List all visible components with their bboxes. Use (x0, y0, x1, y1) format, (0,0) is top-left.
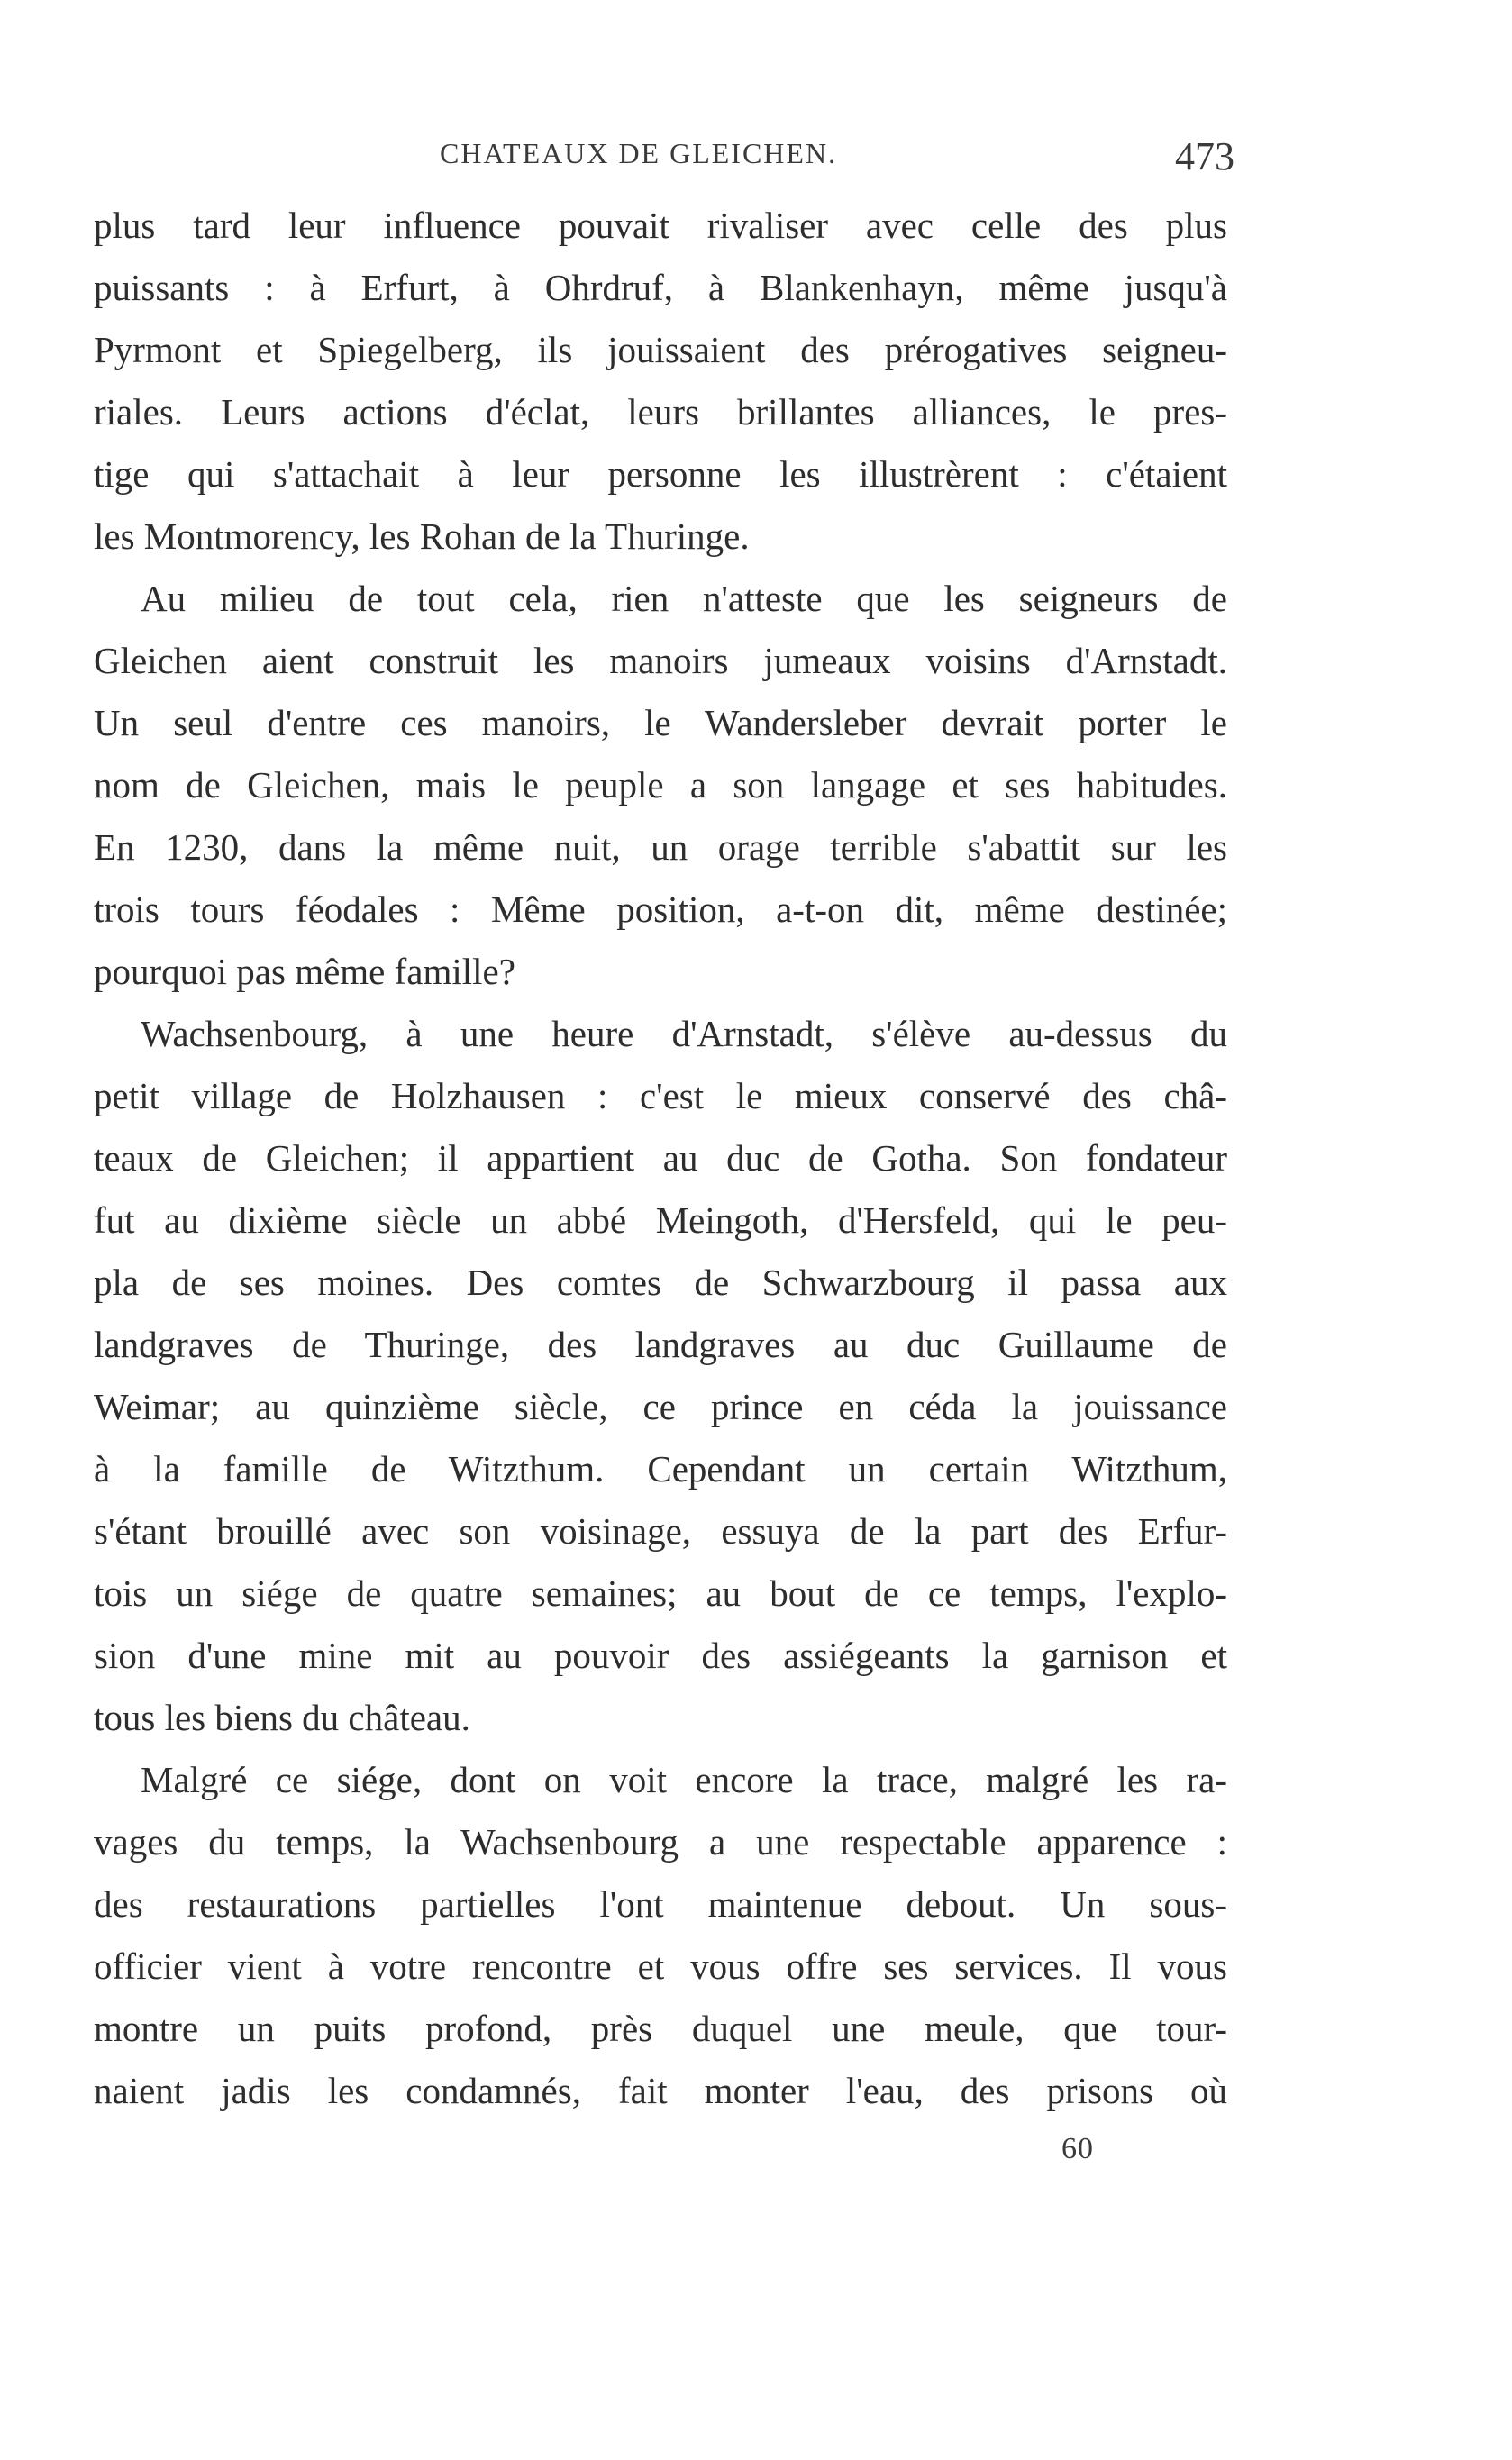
text-line: Un seul d'entre ces manoirs, le Wandersleber devrait porter le (94, 702, 1227, 743)
text-line: trois tours féodales : Même position, a-t-on dit, même destinée; (94, 888, 1227, 930)
text-line: Pyrmont et Spiegelberg, ils jouissaient des prérogatives seigneu- (94, 329, 1227, 370)
text-line: Au milieu de tout cela, rien n'atteste que les seigneurs de (141, 578, 1227, 619)
text-line: teaux de Gleichen; il appartient au duc de Gotha. Son fondateur (94, 1137, 1227, 1179)
text-line: tois un siége de quatre semaines; au bout de ce temps, l'explo- (94, 1572, 1227, 1614)
text-line: sion d'une mine mit au pouvoir des assiégeants la garnison et (94, 1635, 1227, 1676)
text-line: petit village de Holzhausen : c'est le mieux conservé des châ- (94, 1075, 1227, 1116)
text-line: Weimar; au quinzième siècle, ce prince en céda la jouissance (94, 1386, 1227, 1427)
text-line: landgraves de Thuringe, des landgraves au duc Guillaume de (94, 1324, 1227, 1365)
text-line: des restaurations partielles l'ont maintenue debout. Un sous- (94, 1883, 1227, 1925)
text-line: montre un puits profond, près duquel une meule, que tour- (94, 2008, 1227, 2049)
text-line: En 1230, dans la même nuit, un orage terrible s'abattit sur les (94, 826, 1227, 868)
text-line: riales. Leurs actions d'éclat, leurs brillantes alliances, le pres- (94, 391, 1227, 433)
text-line: fut au dixième siècle un abbé Meingoth, d'Hersfeld, qui le peu- (94, 1199, 1227, 1241)
text-line: les Montmorency, les Rohan de la Thuringe. (94, 515, 750, 557)
text-line: s'étant brouillé avec son voisinage, essuya de la part des Erfur- (94, 1510, 1227, 1552)
text-line: pourquoi pas même famille? (94, 951, 515, 992)
text-line: plus tard leur influence pouvait rivaliser avec celle des plus (94, 205, 1227, 246)
running-title: CHATEAUX DE GLEICHEN. (440, 137, 838, 169)
page-number: 473 (1175, 134, 1234, 178)
text-line: officier vient à votre rencontre et vous offre ses services. Il vous (94, 1945, 1227, 1987)
text-line: pla de ses moines. Des comtes de Schwarzbourg il passa aux (94, 1262, 1227, 1303)
signature-mark: 60 (1061, 2132, 1094, 2165)
text-line: tous les biens du château. (94, 1697, 470, 1738)
text-line: Wachsenbourg, à une heure d'Arnstadt, s'élève au-dessus du (141, 1013, 1227, 1054)
text-line: tige qui s'attachait à leur personne les illustrèrent : c'étaient (94, 453, 1227, 495)
body-text (94, 195, 1227, 2122)
running-header (440, 133, 1234, 187)
text-line: puissants : à Erfurt, à Ohrdruf, à Blankenhayn, même jusqu'à (94, 267, 1227, 308)
text-line: nom de Gleichen, mais le peuple a son langage et ses habitudes. (94, 764, 1227, 806)
text-line: vages du temps, la Wachsenbourg a une respectable apparence : (94, 1821, 1227, 1863)
text-line: à la famille de Witzthum. Cependant un certain Witzthum, (94, 1448, 1227, 1490)
text-line: Gleichen aient construit les manoirs jumeaux voisins d'Arnstadt. (94, 640, 1227, 681)
text-line: naient jadis les condamnés, fait monter l'eau, des prisons où (94, 2070, 1227, 2111)
text-line: Malgré ce siége, dont on voit encore la trace, malgré les ra- (141, 1759, 1227, 1800)
